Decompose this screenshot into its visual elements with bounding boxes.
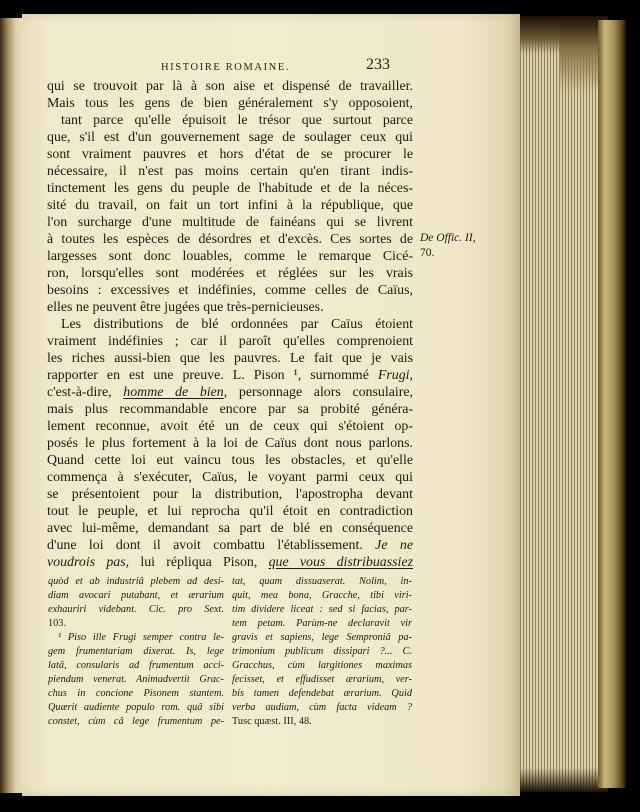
footnote-line: piendum venerat. Animadvertit Grac- [48, 674, 224, 685]
footnote-line: tim dividere liceat : sed si facias, par- [232, 604, 412, 615]
text-line: l'on surcharge d'une multitude de fainéans qui se livrent [47, 215, 413, 230]
footnote-line: tat, quam dissuaserat. Nolim, in- [232, 576, 412, 587]
footnote-line: gravis et sapiens, lege Semproniâ pa- [232, 632, 412, 643]
text-line: à toutes les espèces de désordres et d'excès. Ces sortes de [47, 232, 413, 247]
footnote-line: bis tamen defendebat ærarium. Quid [232, 688, 412, 699]
page-edges [508, 16, 608, 792]
footnote-line: quit, mea bona, Gracche, tibi viri- [232, 590, 412, 601]
frugi-italic: Frugi, [377, 368, 413, 383]
footnote-line: quòd et ab industriâ plebem ad desi- [48, 576, 224, 587]
footnote-line: exhauriri videbant. Cic. pro Sext. [48, 604, 224, 615]
text-line: lement reconnue, avoit été un de ceux qui s'étoient op- [47, 419, 413, 434]
footnote-line: chus in concione Pisonem stantem. [48, 688, 224, 699]
footnotes-left-column [48, 575, 224, 729]
text-line: sité du travail, on fait un tort infini à la république, que [47, 198, 413, 213]
text-span: d'une loi dont il avoit combattu l'établissement. [47, 538, 363, 553]
text-span: c'est-à-dire, [47, 385, 112, 400]
footnotes-right-column [232, 575, 412, 729]
text-span: , personnage alors consulaire, [223, 385, 413, 400]
voudrois-pas-italic: voudrois pas, [47, 555, 130, 570]
footnote-line: latâ, consularis ad frumentum acci- [48, 660, 224, 671]
text-line: sont vraiment pauvres et hors d'état de se procurer le [47, 147, 413, 162]
footnote-line: tem petam. Parùm-ne declaravit vir [232, 618, 412, 629]
text-line: besoins : excessives et indéfinies, comme celles de Caïus, [47, 283, 413, 298]
footnote-line: diam avocari putabant, et ærarium [48, 590, 224, 601]
text-line: avec lui-même, demandant sa part de blé en conséquence [47, 521, 413, 536]
je-ne-italic: Je ne [375, 538, 413, 553]
footnote-line: trimonium publicum dissipari ?... C. [232, 646, 412, 657]
que-vous-italic: que vous distribuassiez [268, 555, 413, 570]
footnote-line: fecisset, et effudisset ærarium, ver- [232, 674, 412, 685]
book-cover-edge [598, 20, 626, 788]
footnote-line: 103. [48, 618, 67, 629]
margin-reference [420, 231, 476, 261]
text-line: qui se trouvoit par là à son aise et dispensé de travailler. [47, 79, 413, 94]
footnote-line: constet, cùm câ lege frumentum pe- [48, 716, 224, 727]
text-line: tout le peuple, et lui reprocha qu'il étoit en contradiction [47, 504, 413, 519]
footnote-line: ¹ Piso ille Frugi semper contra le- [58, 632, 224, 643]
footnote-line: gem frumentariam dixerat. Is, lege [48, 646, 224, 657]
text-line: se présentoient pour la distribution, l'apostropha devant [47, 487, 413, 502]
text-span: lui répliqua Pison, [140, 555, 258, 570]
margin-note-line: 70. [420, 247, 435, 259]
text-line: largesses sont donc louables, comme le remarque Cicé- [47, 249, 413, 264]
margin-note-line: De Offic. II, [420, 232, 476, 244]
footnote-line: Tusc quæst. III, 48. [232, 716, 312, 727]
text-span: rapporter en est une preuve. L. Pison ¹, surnommé [47, 368, 369, 383]
text-line: elles ne peuvent être jugées que très-pernicieuses. [47, 300, 324, 315]
text-line [47, 537, 413, 554]
previous-page-edge [0, 18, 22, 793]
homme-de-bien-italic: homme de bien [123, 385, 224, 400]
text-line: nécessaire, il n'est pas moins certain qu'en tirant indis- [47, 164, 413, 179]
text-line: commença à s'exécuter, Caïus, le voyant parmi ceux qui [47, 470, 413, 485]
main-text [47, 78, 413, 571]
text-line [47, 384, 413, 401]
text-line: les riches aussi-bien que les pauvres. Le fait que je vais [47, 351, 413, 366]
text-line: Quand cette loi eut vaincu tous les obstacles, et qu'elle [47, 453, 413, 468]
text-line: posés le plus fortement à la loi de Caïus dont nous parlons. [47, 436, 413, 451]
text-line: que, s'il est d'un gouvernement sage de soulager ceux qui [47, 130, 413, 145]
footnote-line: Gracchus, cùm largitiones maximas [232, 660, 412, 671]
text-line [47, 367, 413, 384]
text-line [47, 554, 413, 571]
text-line: ron, lorsqu'elles sont modérées et réglées sur les vrais [47, 266, 413, 281]
running-title: HISTOIRE ROMAINE. [161, 62, 291, 73]
footnote-line: verba audiam, cùm facta videam ? [232, 702, 412, 713]
text-line: tinctement les gens du peuple de l'habitude et de la néces- [47, 181, 413, 196]
text-line: Les distributions de blé ordonnées par Caïus étoient [61, 317, 413, 332]
text-line: mais plus recommandable encore par sa probité généra- [47, 402, 413, 417]
text-line: Mais tous les gens de bien généralement s'y opposoient, [47, 96, 413, 111]
footnote-line: Quærit audiente populo rom. quâ sibi [48, 702, 224, 713]
text-line: vraiment indéfinies ; car il paroît qu'elles comprenoient [47, 334, 413, 349]
text-line: tant parce qu'elle épuisoit le trésor que surtout parce [61, 113, 413, 128]
page-number: 233 [366, 56, 390, 73]
